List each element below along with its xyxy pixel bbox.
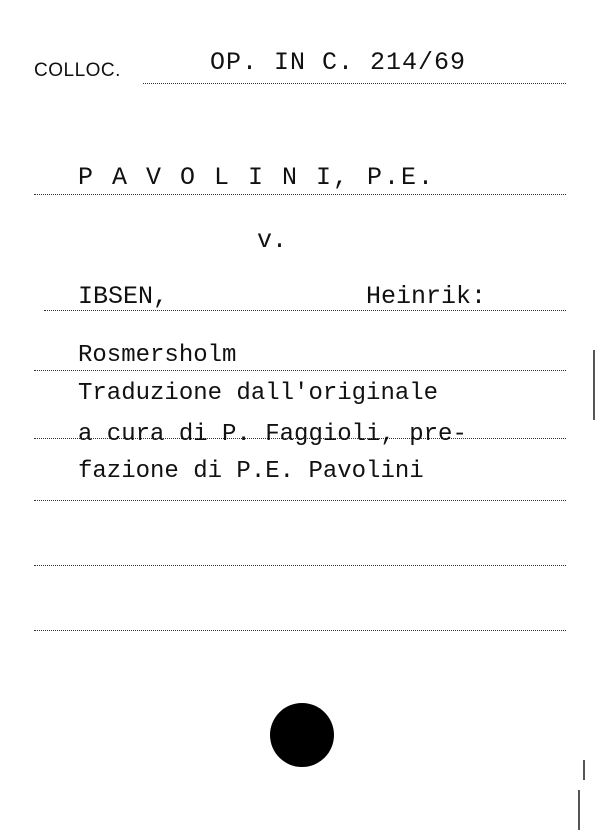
subject-forename: Heinrik: [366,282,487,311]
shelfmark: OP. IN C. 214/69 [210,48,467,77]
location-label: COLLOC. [34,60,121,81]
punch-hole [270,703,334,767]
description-line: Traduzione dall'originale [78,380,439,407]
blank-rule [34,500,566,501]
title-rule [34,370,566,371]
title-line: Rosmersholm [78,342,237,369]
blank-rule [34,630,566,631]
subject-surname: IBSEN, [78,282,169,311]
author-rule [34,194,566,195]
shelfmark-rule [143,83,566,84]
description-line: fazione di P.E. Pavolini [78,458,424,485]
versus-mark: v. [257,226,288,255]
author-heading: P A V O L I N I, P.E. [78,163,436,192]
blank-rule [34,565,566,566]
description-line: a cura di P. Faggioli, pre- [78,421,467,448]
edge-mark [583,760,585,780]
edge-mark [593,350,595,420]
edge-mark [578,790,580,830]
